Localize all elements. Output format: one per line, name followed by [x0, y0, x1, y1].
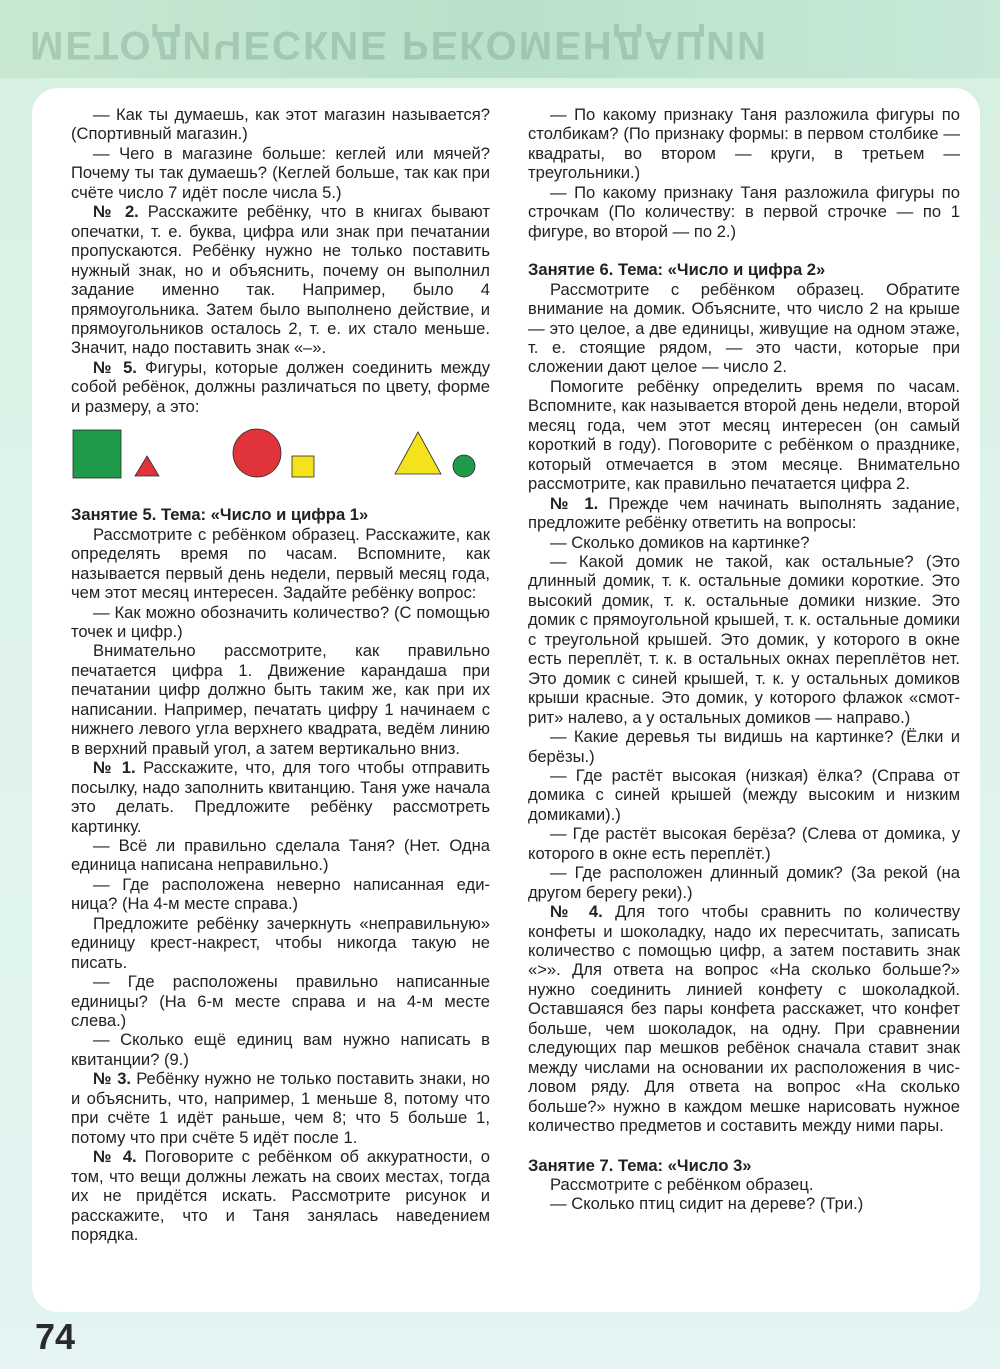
task-number: № 4. [550, 902, 603, 922]
header-band [0, 0, 1000, 78]
shapes-svg [71, 428, 501, 498]
lesson-5-heading: Занятие 5. Тема: «Число и цифра 1» [71, 505, 369, 525]
task-text: Для того чтобы сравнить по количеству конфеты и шоколадку, надо их пересчитать, записать количество с помощью цифр, а затем поставить знак «>». Для ответа на вопрос «На сколько больше?» нужно соединить линией конфету с шоколадкой. Оставшаяся без пары конфета расскажет, что конфет больше, чем шоколадок, на одну. При сравнении следующих пар мешков ребёнок сначала ставит знак между числами на основании их расположения в числовом ряду. Для ответа на вопрос «На сколько больше?» нужно в каждом мешке нарисовать нужное количество предметов и составить между ними пары. [528, 902, 960, 1136]
paragraph: — По какому признаку Таня разложила фигуры по строчкам (По количеству: в первой строчке — по 1 фигуре, во второй — по 2.) [528, 182, 960, 241]
task-number: № 4. [93, 1147, 137, 1167]
right-column [528, 105, 960, 1214]
paragraph: — Какой домик не такой, как остальные? (Это длинный домик, т. к. остальные домики короткие. Это высокий домик, т. к. остальные домики низкие. Это домик с прямоугольной крышей, т. к. остальные домики с треугольной крышей. Это домик, у которого в окне есть переплёт, т. к. в остальных окнах переплётов нет. Это домик с синей крышей, т. к. у остальных домиков крыши красные. Это домик, у которого флажок «смотрит» налево, а у остальных домиков — направо.) [528, 551, 960, 727]
small-yellow-square [292, 456, 314, 477]
paragraph: — Сколько ещё единиц вам нужно написать в квитанции? (9.) [71, 1030, 490, 1069]
task-1 [528, 494, 960, 533]
task-text: Фигуры, которые должен соединить между собой ребёнок, должны различаться по цвету, форме и размеру, а это: [71, 357, 490, 416]
task-number: № 5. [93, 357, 137, 377]
left-column [71, 105, 490, 1244]
paragraph: — Где растёт высокая (низкая) ёлка? (Справа от домика с синей крышей (между высоким и низким домиками).) [528, 765, 960, 824]
red-circle [233, 429, 281, 477]
paragraph: Помогите ребёнку определить время по часам. Вспомните, как называется второй день недели, второй месяц года, чем этот месяц интересен (он самый короткий в году). Поговорите с ребёнком о празднике, который отмечается в этом месяце. Внимательно рассмотрите, как правильно печатается цифра 2. [528, 376, 960, 494]
paragraph: — Сколько домиков на картинке? [550, 532, 810, 552]
paragraph: — Всё ли правильно сделала Таня? (Нет. Одна единица написана неправильно.) [71, 835, 490, 875]
paragraph: — Как можно обозначить количество? (С помощью точек и цифр.) [71, 602, 490, 641]
header-ghost-title: МЕТОДИЧЕСКИЕ РЕКОМЕНДАЦИИ [30, 23, 768, 67]
paragraph: Рассмотрите с ребёнком образец. [550, 1175, 814, 1195]
task-2 [71, 202, 490, 358]
task-text: Расскажите, что, для того чтобы отправить посылку, надо заполнить квитанцию. Таня уже начала это делать. Предложите ребёнку рассмотреть картинку. [71, 758, 490, 836]
lesson-7-heading: Занятие 7. Тема: «Число 3» [528, 1155, 752, 1175]
yellow-triangle [395, 432, 441, 474]
task-4 [71, 1147, 490, 1244]
paragraph: — Где расположен длинный домик? (За рекой (на другом берегу реки).) [528, 863, 960, 902]
green-square [73, 430, 121, 478]
task-text: Прежде чем начинать выполнять задание, предложите ребёнку ответить на вопросы: [528, 493, 960, 533]
shapes-figure [71, 428, 490, 498]
task-1 [71, 758, 490, 836]
task-5 [71, 358, 490, 416]
paragraph: Рассмотрите с ребёнком образец. Обратите внимание на домик. Объясните, что число 2 на крыше — это целое, а две единицы, живущие на одном этаже, т. е. стоящие рядом, — это части, которые при сложении дают целое — число 2. [528, 279, 960, 377]
paragraph: Рассмотрите с ребёнком образец. Расскажите, как определять время по часам. Вспомните, как называется первый день недели, первый месяц года, чем этот месяц интересен. Задайте ребёнку вопрос: [71, 524, 490, 603]
task-number: № 1. [93, 758, 136, 778]
paragraph: Внимательно рассмотрите, как правильно печатается цифра 1. Движение карандаша при печатании цифр должно быть таким же, как при их написании. Например, печатать цифру 1 начинаем с нижнего левого угла верхнего квадрата, ведём линию в верхний правый угол, а затем вертикально вниз. [71, 641, 490, 758]
paragraph: — Где расположена неверно написанная единица? (На 4-м месте справа.) [71, 874, 490, 914]
paragraph: — Как ты думаешь, как этот магазин называется? (Спортивный магазин.) [71, 105, 490, 144]
paragraph: — Где растёт высокая берёза? (Слева от домика, у которого в окне есть переплёт.) [528, 824, 960, 863]
paragraph: — Какие деревья ты видишь на картинке? (Ёлки и берёзы.) [528, 727, 960, 766]
task-3 [71, 1069, 490, 1147]
page-number: 74 [35, 1316, 76, 1357]
paragraph: — Сколько птиц сидит на дереве? (Три.) [550, 1194, 864, 1214]
lesson-6-heading: Занятие 6. Тема: «Число и цифра 2» [528, 260, 826, 280]
paragraph: — Где расположены правильно написанные единицы? (На 6-м месте справа и на 4-м месте слева.) [71, 972, 490, 1031]
task-text: Ребёнку нужно не только поставить знаки, но и объяснить, что, например, 1 меньше 8, потому что при счёте 1 идёт раньше, чем 8; что 5 больше 1, потому что при счёте 5 идёт после 1. [71, 1069, 490, 1147]
paragraph: — По какому признаку Таня разложила фигуры по столбикам? (По признаку формы: в первом столбике — квадраты, во втором — круги, в третьем — треугольники.) [528, 105, 960, 183]
paragraph: Предложите ребёнку зачеркнуть «неправильную» единицу крест-накрест, чтобы никогда такую не писать. [71, 913, 490, 972]
task-number: № 2. [93, 202, 139, 222]
task-text: Поговорите с ребёнком об аккуратности, о том, что вещи должны лежать на своих местах, тогда их не придётся искать. Рассмотрите рисунок и расскажите, что и Таня занялась наведением порядка. [71, 1147, 490, 1245]
small-green-circle [453, 455, 475, 477]
task-text: Расскажите ребёнку, что в книгах бывают опечатки, т. е. буква, цифра или знак при печатании пропускаются. Ребёнку нужно не только поставить нужный знак, но и объяснить, почему он выполнил задание именно так. Например, было 4 прямоугольника. Затем было выполнено действие, и прямоугольников осталось 2, т. е. их стало меньше. Значит, надо поставить знак «–». [71, 202, 490, 358]
paragraph: — Чего в магазине больше: кеглей или мячей? Почему ты так думаешь? (Кеглей больше, так как при счёте число 7 идёт после числа 5.) [71, 143, 490, 202]
task-4 [528, 902, 960, 1135]
small-red-triangle [135, 456, 159, 476]
task-number: № 3. [93, 1069, 132, 1089]
task-number: № 1. [550, 493, 599, 513]
